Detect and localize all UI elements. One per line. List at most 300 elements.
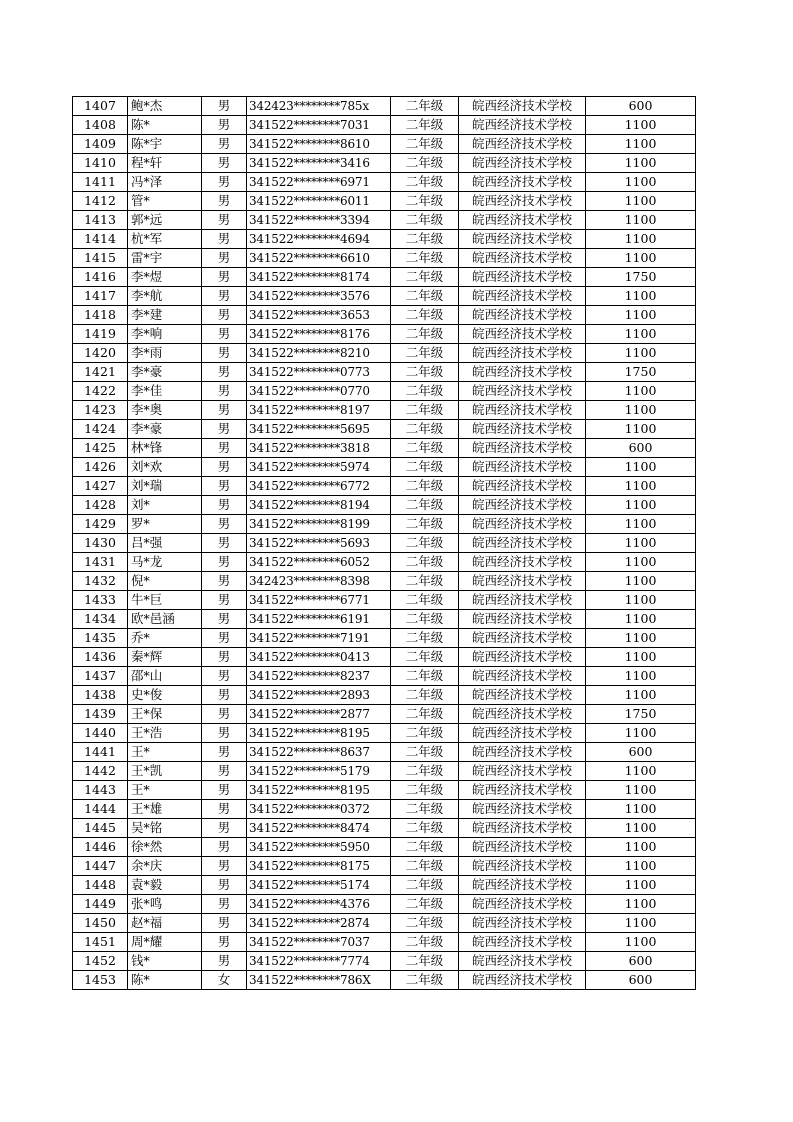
grade-cell: 二年级 [391, 211, 459, 230]
school-name-cell: 皖西经济技术学校 [459, 477, 586, 496]
amount-cell: 1100 [586, 838, 696, 857]
gender-cell: 男 [202, 363, 247, 382]
student-name-cell: 刘*瑞 [128, 477, 202, 496]
amount-cell: 1100 [586, 876, 696, 895]
grade-cell: 二年级 [391, 838, 459, 857]
table-row [73, 325, 696, 344]
school-name-cell: 皖西经济技术学校 [459, 572, 586, 591]
serial-number-cell: 1452 [73, 952, 128, 971]
table-row [73, 230, 696, 249]
school-name-cell: 皖西经济技术学校 [459, 287, 586, 306]
amount-cell: 1100 [586, 933, 696, 952]
gender-cell: 男 [202, 97, 247, 116]
student-name-cell: 李*煜 [128, 268, 202, 287]
id-number-cell: 341522********2874 [247, 914, 391, 933]
gender-cell: 男 [202, 287, 247, 306]
student-name-cell: 鲍*杰 [128, 97, 202, 116]
table-row [73, 211, 696, 230]
student-name-cell: 李*豪 [128, 420, 202, 439]
school-name-cell: 皖西经济技术学校 [459, 819, 586, 838]
grade-cell: 二年级 [391, 534, 459, 553]
id-number-cell: 341522********8237 [247, 667, 391, 686]
serial-number-cell: 1414 [73, 230, 128, 249]
gender-cell: 男 [202, 230, 247, 249]
gender-cell: 男 [202, 629, 247, 648]
student-name-cell: 乔* [128, 629, 202, 648]
table-row [73, 667, 696, 686]
student-name-cell: 秦*辉 [128, 648, 202, 667]
amount-cell: 1100 [586, 553, 696, 572]
id-number-cell: 341522********6610 [247, 249, 391, 268]
school-name-cell: 皖西经济技术学校 [459, 192, 586, 211]
student-name-cell: 倪* [128, 572, 202, 591]
gender-cell: 男 [202, 515, 247, 534]
grade-cell: 二年级 [391, 724, 459, 743]
serial-number-cell: 1427 [73, 477, 128, 496]
student-name-cell: 赵*福 [128, 914, 202, 933]
table-row [73, 591, 696, 610]
serial-number-cell: 1441 [73, 743, 128, 762]
id-number-cell: 341522********5950 [247, 838, 391, 857]
table-row [73, 952, 696, 971]
table-row [73, 553, 696, 572]
school-name-cell: 皖西经济技术学校 [459, 648, 586, 667]
student-name-cell: 陈* [128, 116, 202, 135]
amount-cell: 1100 [586, 648, 696, 667]
gender-cell: 男 [202, 154, 247, 173]
school-name-cell: 皖西经济技术学校 [459, 591, 586, 610]
school-name-cell: 皖西经济技术学校 [459, 173, 586, 192]
school-name-cell: 皖西经济技术学校 [459, 515, 586, 534]
id-number-cell: 341522********6011 [247, 192, 391, 211]
school-name-cell: 皖西经济技术学校 [459, 230, 586, 249]
student-name-cell: 王* [128, 743, 202, 762]
student-name-cell: 杭*军 [128, 230, 202, 249]
id-number-cell: 341522********7031 [247, 116, 391, 135]
serial-number-cell: 1428 [73, 496, 128, 515]
school-name-cell: 皖西经济技术学校 [459, 838, 586, 857]
school-name-cell: 皖西经济技术学校 [459, 553, 586, 572]
school-name-cell: 皖西经济技术学校 [459, 914, 586, 933]
school-name-cell: 皖西经济技术学校 [459, 97, 586, 116]
gender-cell: 男 [202, 724, 247, 743]
table-row [73, 838, 696, 857]
serial-number-cell: 1435 [73, 629, 128, 648]
student-name-cell: 王*雄 [128, 800, 202, 819]
serial-number-cell: 1416 [73, 268, 128, 287]
amount-cell: 1100 [586, 287, 696, 306]
gender-cell: 男 [202, 876, 247, 895]
table-row [73, 439, 696, 458]
student-name-cell: 刘* [128, 496, 202, 515]
grade-cell: 二年级 [391, 154, 459, 173]
serial-number-cell: 1425 [73, 439, 128, 458]
grade-cell: 二年级 [391, 458, 459, 477]
grade-cell: 二年级 [391, 477, 459, 496]
amount-cell: 1100 [586, 800, 696, 819]
id-number-cell: 341522********8195 [247, 724, 391, 743]
school-name-cell: 皖西经济技术学校 [459, 249, 586, 268]
id-number-cell: 341522********8637 [247, 743, 391, 762]
amount-cell: 600 [586, 952, 696, 971]
id-number-cell: 342423********785x [247, 97, 391, 116]
serial-number-cell: 1431 [73, 553, 128, 572]
school-name-cell: 皖西经济技术学校 [459, 857, 586, 876]
student-name-cell: 陈* [128, 971, 202, 990]
grade-cell: 二年级 [391, 572, 459, 591]
gender-cell: 男 [202, 325, 247, 344]
gender-cell: 男 [202, 781, 247, 800]
amount-cell: 1100 [586, 458, 696, 477]
id-number-cell: 341522********3653 [247, 306, 391, 325]
table-row [73, 287, 696, 306]
school-name-cell: 皖西经济技术学校 [459, 800, 586, 819]
id-number-cell: 341522********8176 [247, 325, 391, 344]
serial-number-cell: 1426 [73, 458, 128, 477]
student-name-cell: 王*保 [128, 705, 202, 724]
amount-cell: 1100 [586, 382, 696, 401]
student-name-cell: 李*佳 [128, 382, 202, 401]
grade-cell: 二年级 [391, 515, 459, 534]
grade-cell: 二年级 [391, 819, 459, 838]
id-number-cell: 341522********7037 [247, 933, 391, 952]
gender-cell: 男 [202, 192, 247, 211]
student-name-cell: 邵*山 [128, 667, 202, 686]
amount-cell: 1750 [586, 268, 696, 287]
gender-cell: 男 [202, 534, 247, 553]
grade-cell: 二年级 [391, 401, 459, 420]
grade-cell: 二年级 [391, 116, 459, 135]
school-name-cell: 皖西经济技术学校 [459, 952, 586, 971]
serial-number-cell: 1450 [73, 914, 128, 933]
gender-cell: 男 [202, 952, 247, 971]
serial-number-cell: 1419 [73, 325, 128, 344]
grade-cell: 二年级 [391, 743, 459, 762]
gender-cell: 男 [202, 344, 247, 363]
amount-cell: 1100 [586, 819, 696, 838]
student-name-cell: 刘*欢 [128, 458, 202, 477]
table-row [73, 382, 696, 401]
serial-number-cell: 1429 [73, 515, 128, 534]
serial-number-cell: 1411 [73, 173, 128, 192]
amount-cell: 1100 [586, 914, 696, 933]
student-name-cell: 李*雨 [128, 344, 202, 363]
id-number-cell: 341522********5693 [247, 534, 391, 553]
id-number-cell: 341522********0770 [247, 382, 391, 401]
serial-number-cell: 1447 [73, 857, 128, 876]
amount-cell: 1750 [586, 363, 696, 382]
id-number-cell: 341522********7191 [247, 629, 391, 648]
student-name-cell: 李*奥 [128, 401, 202, 420]
id-number-cell: 341522********7774 [247, 952, 391, 971]
gender-cell: 男 [202, 477, 247, 496]
id-number-cell: 342423********8398 [247, 572, 391, 591]
amount-cell: 1100 [586, 686, 696, 705]
student-name-cell: 林*锋 [128, 439, 202, 458]
serial-number-cell: 1451 [73, 933, 128, 952]
grade-cell: 二年级 [391, 933, 459, 952]
gender-cell: 男 [202, 211, 247, 230]
table-row [73, 135, 696, 154]
grade-cell: 二年级 [391, 705, 459, 724]
amount-cell: 1100 [586, 306, 696, 325]
school-name-cell: 皖西经济技术学校 [459, 363, 586, 382]
student-name-cell: 冯*泽 [128, 173, 202, 192]
id-number-cell: 341522********8197 [247, 401, 391, 420]
amount-cell: 1100 [586, 154, 696, 173]
school-name-cell: 皖西经济技术学校 [459, 724, 586, 743]
serial-number-cell: 1433 [73, 591, 128, 610]
grade-cell: 二年级 [391, 268, 459, 287]
gender-cell: 男 [202, 667, 247, 686]
table-row [73, 705, 696, 724]
school-name-cell: 皖西经济技术学校 [459, 667, 586, 686]
serial-number-cell: 1418 [73, 306, 128, 325]
student-name-cell: 李*响 [128, 325, 202, 344]
grade-cell: 二年级 [391, 914, 459, 933]
school-name-cell: 皖西经济技术学校 [459, 705, 586, 724]
serial-number-cell: 1443 [73, 781, 128, 800]
table-row [73, 762, 696, 781]
table-body [73, 97, 696, 990]
student-name-cell: 徐*然 [128, 838, 202, 857]
grade-cell: 二年级 [391, 781, 459, 800]
gender-cell: 男 [202, 458, 247, 477]
amount-cell: 1100 [586, 192, 696, 211]
amount-cell: 1100 [586, 325, 696, 344]
grade-cell: 二年级 [391, 287, 459, 306]
grade-cell: 二年级 [391, 230, 459, 249]
serial-number-cell: 1434 [73, 610, 128, 629]
student-name-cell: 史*俊 [128, 686, 202, 705]
student-name-cell: 周*耀 [128, 933, 202, 952]
id-number-cell: 341522********786X [247, 971, 391, 990]
gender-cell: 男 [202, 686, 247, 705]
student-name-cell: 罗* [128, 515, 202, 534]
serial-number-cell: 1440 [73, 724, 128, 743]
serial-number-cell: 1412 [73, 192, 128, 211]
id-number-cell: 341522********4694 [247, 230, 391, 249]
table-row [73, 363, 696, 382]
grade-cell: 二年级 [391, 173, 459, 192]
table-row [73, 97, 696, 116]
student-name-cell: 张*鸣 [128, 895, 202, 914]
amount-cell: 1100 [586, 477, 696, 496]
gender-cell: 男 [202, 914, 247, 933]
id-number-cell: 341522********0773 [247, 363, 391, 382]
serial-number-cell: 1421 [73, 363, 128, 382]
table-row [73, 648, 696, 667]
student-name-cell: 王* [128, 781, 202, 800]
serial-number-cell: 1437 [73, 667, 128, 686]
serial-number-cell: 1432 [73, 572, 128, 591]
table-row [73, 781, 696, 800]
serial-number-cell: 1449 [73, 895, 128, 914]
serial-number-cell: 1453 [73, 971, 128, 990]
amount-cell: 1100 [586, 401, 696, 420]
student-name-cell: 袁*毅 [128, 876, 202, 895]
gender-cell: 男 [202, 553, 247, 572]
table-row [73, 610, 696, 629]
amount-cell: 1100 [586, 724, 696, 743]
serial-number-cell: 1415 [73, 249, 128, 268]
table-row [73, 895, 696, 914]
school-name-cell: 皖西经济技术学校 [459, 458, 586, 477]
grade-cell: 二年级 [391, 762, 459, 781]
school-name-cell: 皖西经济技术学校 [459, 534, 586, 553]
grade-cell: 二年级 [391, 306, 459, 325]
id-number-cell: 341522********5695 [247, 420, 391, 439]
table-row [73, 515, 696, 534]
grade-cell: 二年级 [391, 439, 459, 458]
gender-cell: 男 [202, 762, 247, 781]
gender-cell: 男 [202, 439, 247, 458]
id-number-cell: 341522********8195 [247, 781, 391, 800]
id-number-cell: 341522********6771 [247, 591, 391, 610]
grade-cell: 二年级 [391, 876, 459, 895]
school-name-cell: 皖西经济技术学校 [459, 876, 586, 895]
gender-cell: 男 [202, 648, 247, 667]
serial-number-cell: 1430 [73, 534, 128, 553]
student-name-cell: 欧*邑涵 [128, 610, 202, 629]
serial-number-cell: 1417 [73, 287, 128, 306]
gender-cell: 男 [202, 268, 247, 287]
table-row [73, 857, 696, 876]
student-name-cell: 李*建 [128, 306, 202, 325]
student-name-cell: 雷*宇 [128, 249, 202, 268]
student-name-cell: 吴*铭 [128, 819, 202, 838]
id-number-cell: 341522********3818 [247, 439, 391, 458]
gender-cell: 男 [202, 591, 247, 610]
grade-cell: 二年级 [391, 971, 459, 990]
id-number-cell: 341522********4376 [247, 895, 391, 914]
serial-number-cell: 1439 [73, 705, 128, 724]
grade-cell: 二年级 [391, 629, 459, 648]
grade-cell: 二年级 [391, 496, 459, 515]
amount-cell: 600 [586, 743, 696, 762]
table-row [73, 743, 696, 762]
amount-cell: 600 [586, 971, 696, 990]
grade-cell: 二年级 [391, 553, 459, 572]
gender-cell: 男 [202, 116, 247, 135]
student-name-cell: 王*浩 [128, 724, 202, 743]
gender-cell: 男 [202, 743, 247, 762]
grade-cell: 二年级 [391, 249, 459, 268]
grade-cell: 二年级 [391, 97, 459, 116]
table-row [73, 344, 696, 363]
school-name-cell: 皖西经济技术学校 [459, 116, 586, 135]
student-name-cell: 牛*巨 [128, 591, 202, 610]
school-name-cell: 皖西经济技术学校 [459, 762, 586, 781]
id-number-cell: 341522********6772 [247, 477, 391, 496]
serial-number-cell: 1420 [73, 344, 128, 363]
gender-cell: 男 [202, 572, 247, 591]
serial-number-cell: 1446 [73, 838, 128, 857]
student-subsidy-table [72, 96, 696, 990]
school-name-cell: 皖西经济技术学校 [459, 496, 586, 515]
amount-cell: 1100 [586, 420, 696, 439]
school-name-cell: 皖西经济技术学校 [459, 629, 586, 648]
table-row [73, 800, 696, 819]
grade-cell: 二年级 [391, 192, 459, 211]
table-row [73, 306, 696, 325]
serial-number-cell: 1444 [73, 800, 128, 819]
gender-cell: 女 [202, 971, 247, 990]
grade-cell: 二年级 [391, 667, 459, 686]
gender-cell: 男 [202, 420, 247, 439]
table-row [73, 933, 696, 952]
amount-cell: 1100 [586, 895, 696, 914]
table-row [73, 154, 696, 173]
school-name-cell: 皖西经济技术学校 [459, 211, 586, 230]
serial-number-cell: 1413 [73, 211, 128, 230]
id-number-cell: 341522********0413 [247, 648, 391, 667]
id-number-cell: 341522********0372 [247, 800, 391, 819]
school-name-cell: 皖西经济技术学校 [459, 895, 586, 914]
serial-number-cell: 1442 [73, 762, 128, 781]
amount-cell: 1100 [586, 610, 696, 629]
id-number-cell: 341522********8610 [247, 135, 391, 154]
gender-cell: 男 [202, 895, 247, 914]
grade-cell: 二年级 [391, 895, 459, 914]
serial-number-cell: 1436 [73, 648, 128, 667]
school-name-cell: 皖西经济技术学校 [459, 686, 586, 705]
serial-number-cell: 1410 [73, 154, 128, 173]
amount-cell: 1100 [586, 515, 696, 534]
student-name-cell: 李*豪 [128, 363, 202, 382]
id-number-cell: 341522********5179 [247, 762, 391, 781]
school-name-cell: 皖西经济技术学校 [459, 439, 586, 458]
student-name-cell: 马*龙 [128, 553, 202, 572]
student-name-cell: 钱* [128, 952, 202, 971]
school-name-cell: 皖西经济技术学校 [459, 154, 586, 173]
gender-cell: 男 [202, 401, 247, 420]
student-name-cell: 王*凯 [128, 762, 202, 781]
id-number-cell: 341522********8194 [247, 496, 391, 515]
amount-cell: 1750 [586, 705, 696, 724]
id-number-cell: 341522********6052 [247, 553, 391, 572]
table-row [73, 116, 696, 135]
amount-cell: 600 [586, 97, 696, 116]
gender-cell: 男 [202, 306, 247, 325]
amount-cell: 1100 [586, 135, 696, 154]
amount-cell: 1100 [586, 572, 696, 591]
school-name-cell: 皖西经济技术学校 [459, 268, 586, 287]
grade-cell: 二年级 [391, 952, 459, 971]
amount-cell: 1100 [586, 496, 696, 515]
school-name-cell: 皖西经济技术学校 [459, 933, 586, 952]
table-row [73, 971, 696, 990]
serial-number-cell: 1424 [73, 420, 128, 439]
school-name-cell: 皖西经济技术学校 [459, 781, 586, 800]
amount-cell: 1100 [586, 667, 696, 686]
school-name-cell: 皖西经济技术学校 [459, 971, 586, 990]
id-number-cell: 341522********8474 [247, 819, 391, 838]
serial-number-cell: 1407 [73, 97, 128, 116]
amount-cell: 1100 [586, 591, 696, 610]
table-row [73, 477, 696, 496]
serial-number-cell: 1448 [73, 876, 128, 895]
serial-number-cell: 1409 [73, 135, 128, 154]
gender-cell: 男 [202, 933, 247, 952]
student-name-cell: 程*轩 [128, 154, 202, 173]
id-number-cell: 341522********6971 [247, 173, 391, 192]
table-row [73, 876, 696, 895]
id-number-cell: 341522********8175 [247, 857, 391, 876]
amount-cell: 1100 [586, 781, 696, 800]
id-number-cell: 341522********2893 [247, 686, 391, 705]
amount-cell: 1100 [586, 230, 696, 249]
